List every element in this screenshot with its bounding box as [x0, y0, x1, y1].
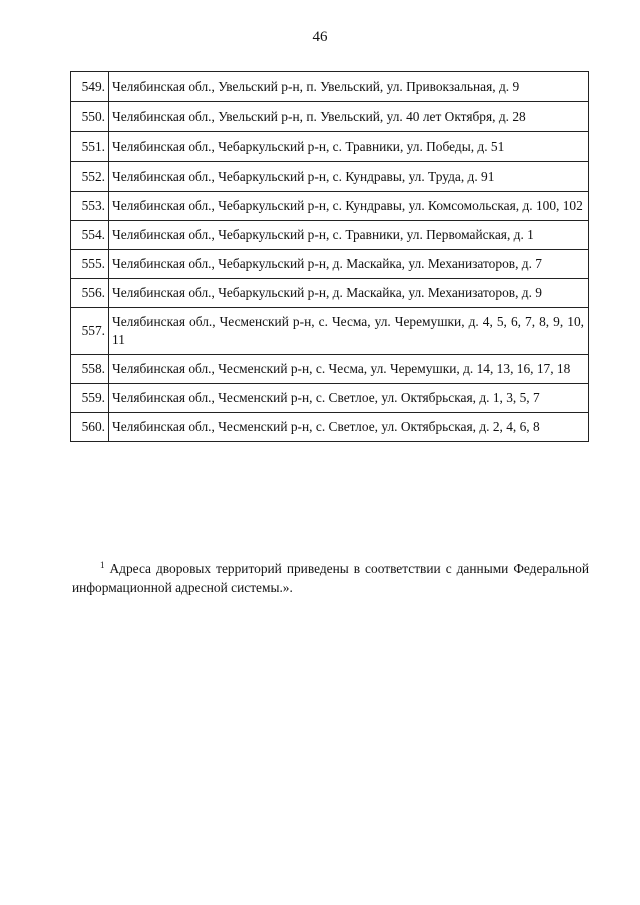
table-row — [71, 384, 589, 413]
row-address: Челябинская обл., Увельский р-н, п. Увельский, ул. 40 лет Октября, д. 28 — [109, 102, 589, 132]
row-address: Челябинская обл., Чебаркульский р-н, д. Маскайка, ул. Механизаторов, д. 7 — [109, 250, 589, 279]
row-number: 557. — [71, 308, 109, 355]
table-row — [71, 221, 589, 250]
row-address: Челябинская обл., Чебаркульский р-н, с. Кундравы, ул. Комсомольская, д. 100, 102 — [109, 192, 589, 221]
row-number: 559. — [71, 384, 109, 413]
row-number: 551. — [71, 132, 109, 162]
row-address: Челябинская обл., Чесменский р-н, с. Чесма, ул. Черемушки, д. 4, 5, 6, 7, 8, 9, 10, 11 — [109, 308, 589, 355]
table-row — [71, 192, 589, 221]
row-number: 555. — [71, 250, 109, 279]
footnote — [72, 559, 589, 597]
row-number: 550. — [71, 102, 109, 132]
footnote-marker: 1 — [100, 560, 105, 570]
row-number: 552. — [71, 162, 109, 192]
table-row — [71, 162, 589, 192]
row-address: Челябинская обл., Чебаркульский р-н, с. Кундравы, ул. Труда, д. 91 — [109, 162, 589, 192]
table-row — [71, 355, 589, 384]
address-table — [70, 71, 589, 442]
table-row — [71, 102, 589, 132]
row-address: Челябинская обл., Чебаркульский р-н, д. Маскайка, ул. Механизаторов, д. 9 — [109, 279, 589, 308]
table-row — [71, 279, 589, 308]
row-address: Челябинская обл., Чебаркульский р-н, с. Травники, ул. Победы, д. 51 — [109, 132, 589, 162]
row-address: Челябинская обл., Увельский р-н, п. Увельский, ул. Привокзальная, д. 9 — [109, 72, 589, 102]
table-row — [71, 132, 589, 162]
table-row — [71, 250, 589, 279]
row-number: 558. — [71, 355, 109, 384]
table-row — [71, 72, 589, 102]
row-number: 554. — [71, 221, 109, 250]
footnote-text: Адреса дворовых территорий приведены в соответствии с данными Федеральной информационной адресной системы.». — [72, 561, 589, 595]
row-number: 560. — [71, 413, 109, 442]
row-address: Челябинская обл., Чебаркульский р-н, с. Травники, ул. Первомайская, д. 1 — [109, 221, 589, 250]
page-number: 46 — [312, 29, 328, 45]
row-address: Челябинская обл., Чесменский р-н, с. Светлое, ул. Октябрьская, д. 1, 3, 5, 7 — [109, 384, 589, 413]
row-number: 549. — [71, 72, 109, 102]
row-address: Челябинская обл., Чесменский р-н, с. Чесма, ул. Черемушки, д. 14, 13, 16, 17, 18 — [109, 355, 589, 384]
row-address: Челябинская обл., Чесменский р-н, с. Светлое, ул. Октябрьская, д. 2, 4, 6, 8 — [109, 413, 589, 442]
table-row — [71, 308, 589, 355]
row-number: 556. — [71, 279, 109, 308]
table-row — [71, 413, 589, 442]
row-number: 553. — [71, 192, 109, 221]
